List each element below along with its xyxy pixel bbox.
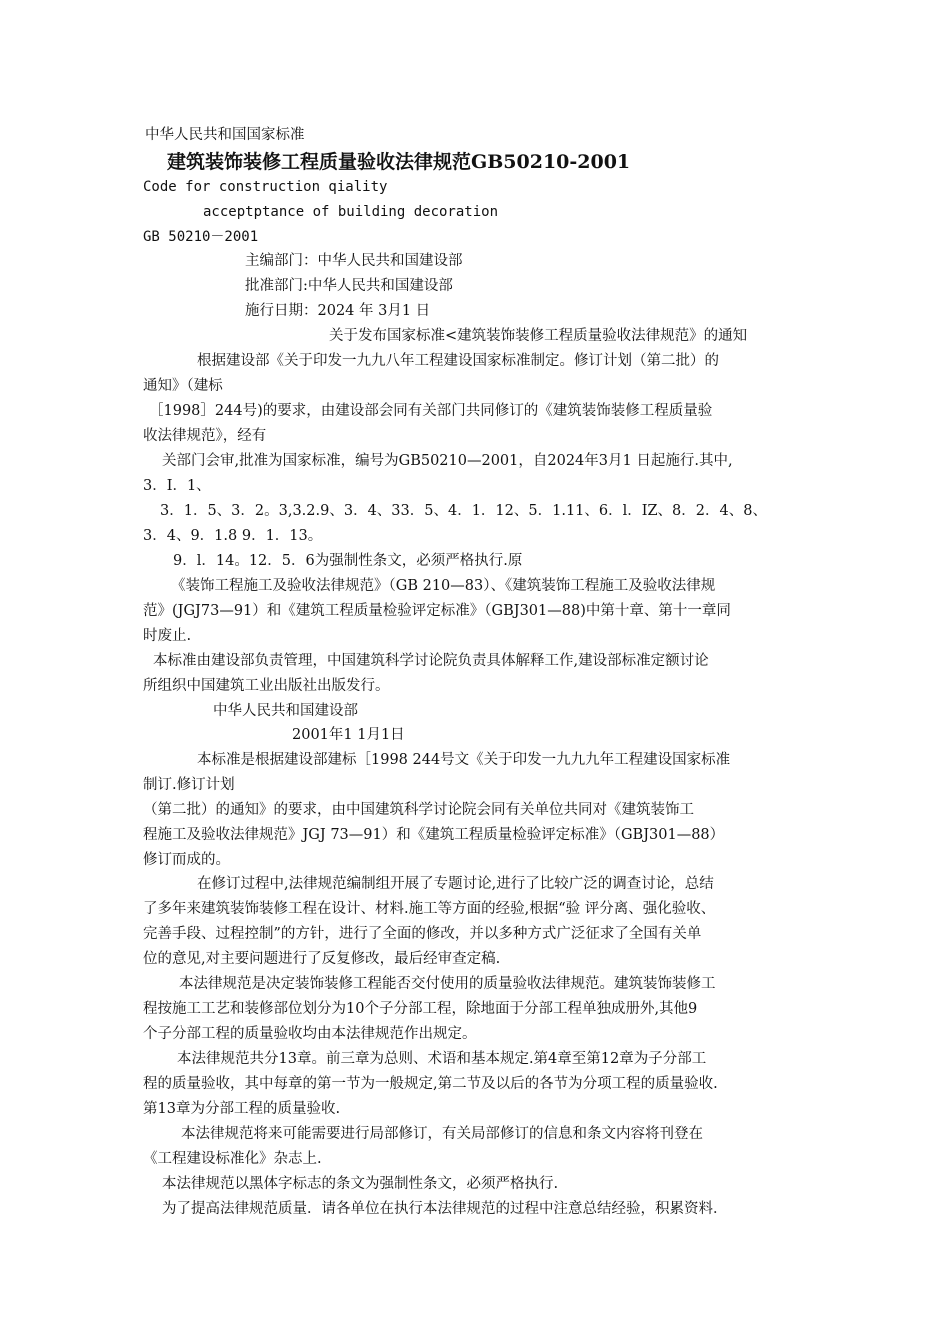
text-line: 本标准由建设部负责管理，中国建筑科学讨论院负责具体解释工作,建设部标准定额讨论 [153, 653, 709, 669]
text-line: 9．l．14。12．5．6为强制性条文，必须严格执行.原 [173, 553, 523, 569]
effective-date: 施行日期：2024 年 3月1 日 [245, 303, 431, 319]
text-line: 根据建设部《关于印发一九九八年工程建设国家标准制定。修订计划（第二批）的 [197, 353, 719, 369]
text-line: 本法律规范是决定装饰装修工程能否交付使用的质量验收法律规范。建筑装饰装修工 [179, 976, 716, 992]
text-line: ［1998］244号)的要求，由建设部会同有关部门共同修订的《建筑装饰装修工程质量验 [149, 403, 713, 419]
notice-sign-date: 2001年1 1月1日 [292, 727, 405, 743]
text-line: 在修订过程中,法律规范编制组开展了专题讨论,进行了比较广泛的调查讨论，总结 [197, 876, 714, 892]
text-line: 本法律规范以黑体字标志的条文为强制性条文，必须严格执行. [162, 1176, 559, 1192]
text-line: 《工程建设标准化》杂志上. [143, 1151, 322, 1167]
text-line: 位的意见,对主要问题进行了反复修改，最后经审查定稿. [143, 951, 501, 967]
text-line: 《装饰工程施工及验收法律规范》（GB 210—83）、《建筑装饰工程施工及验收法律规 [171, 578, 716, 594]
editor-department: 主编部门：中华人民共和国建设部 [245, 253, 463, 269]
text-line: 关部门会审,批准为国家标准，编号为GB50210—2001，自2024年3月1 日起施行.其中, [162, 453, 733, 469]
text-line: 收法律规范》，经有 [143, 428, 267, 444]
text-line: 了多年来建筑装饰装修工程在设计、材料.施工等方面的经验,根据“验 评分离、强化验收、 [143, 901, 716, 917]
text-line: 修订而成的。 [143, 852, 230, 868]
text-line: 通知》（建标 [143, 378, 223, 394]
text-line: 3．4、9．1.8 9．1．13。 [143, 528, 323, 544]
text-line: 3．1．5、3．2。3,3.2.9、3．4、33．5、4．1．12、5．1.11、6．l．IZ、8．2．4、8、 [160, 503, 767, 519]
text-line: 本标准是根据建设部建标［1998 244号文《关于印发一九九九年工程建设国家标准 [197, 752, 731, 768]
issuing-body: 中华人民共和国国家标准 [145, 127, 305, 143]
text-line: 时废止. [143, 628, 192, 644]
standard-code: GB 50210－2001 [143, 229, 259, 245]
text-line: 范》(JGJ73—91）和《建筑工程质量检验评定标准》（GBJ301—88)中第十章、第十一章同 [143, 603, 731, 619]
english-title-line-1: Code for construction qiality [143, 179, 388, 195]
notice-signer: 中华人民共和国建设部 [213, 703, 358, 719]
text-line: 本法律规范将来可能需要进行局部修订，有关局部修订的信息和条文内容将刊登在 [181, 1126, 703, 1142]
text-line: 制订.修订计划 [143, 777, 235, 793]
english-title-line-2: acceptptance of building decoration [203, 204, 499, 220]
text-line: 3．I．1、 [143, 478, 211, 494]
text-line: 程按施工工艺和装修部位划分为10个子分部工程，除地面于分部工程单独成册外,其他9 [143, 1001, 698, 1017]
approval-department: 批准部门:中华人民共和国建设部 [245, 278, 453, 294]
notice-title: 关于发布国家标准<建筑装饰装修工程质量验收法律规范》的通知 [329, 328, 748, 344]
text-line: 本法律规范共分13章。前三章为总则、术语和基本规定.第4章至第12章为子分部工 [177, 1051, 707, 1067]
text-line: 所组织中国建筑工业出版社出版发行。 [143, 678, 390, 694]
text-line: （第二批）的通知》的要求，由中国建筑科学讨论院会同有关单位共同对《建筑装饰工 [143, 802, 694, 818]
text-line: 程施工及验收法律规范》JGJ 73—91）和《建筑工程质量检验评定标准》（GBJ301—88） [143, 827, 725, 843]
document-title: 建筑装饰装修工程质量验收法律规范GB50210-2001 [167, 151, 631, 173]
text-line: 个子分部工程的质量验收均由本法律规范作出规定。 [143, 1026, 477, 1042]
text-line: 第13章为分部工程的质量验收. [143, 1101, 341, 1117]
text-line: 程的质量验收，其中每章的第一节为一般规定,第二节及以后的各节为分项工程的质量验收. [143, 1076, 718, 1092]
text-line: 为了提高法律规范质量．请各单位在执行本法律规范的过程中注意总结经验，积累资料． [162, 1201, 728, 1217]
text-line: 完善手段、过程控制”的方针，进行了全面的修改，并以多种方式广泛征求了全国有关单 [143, 926, 702, 942]
